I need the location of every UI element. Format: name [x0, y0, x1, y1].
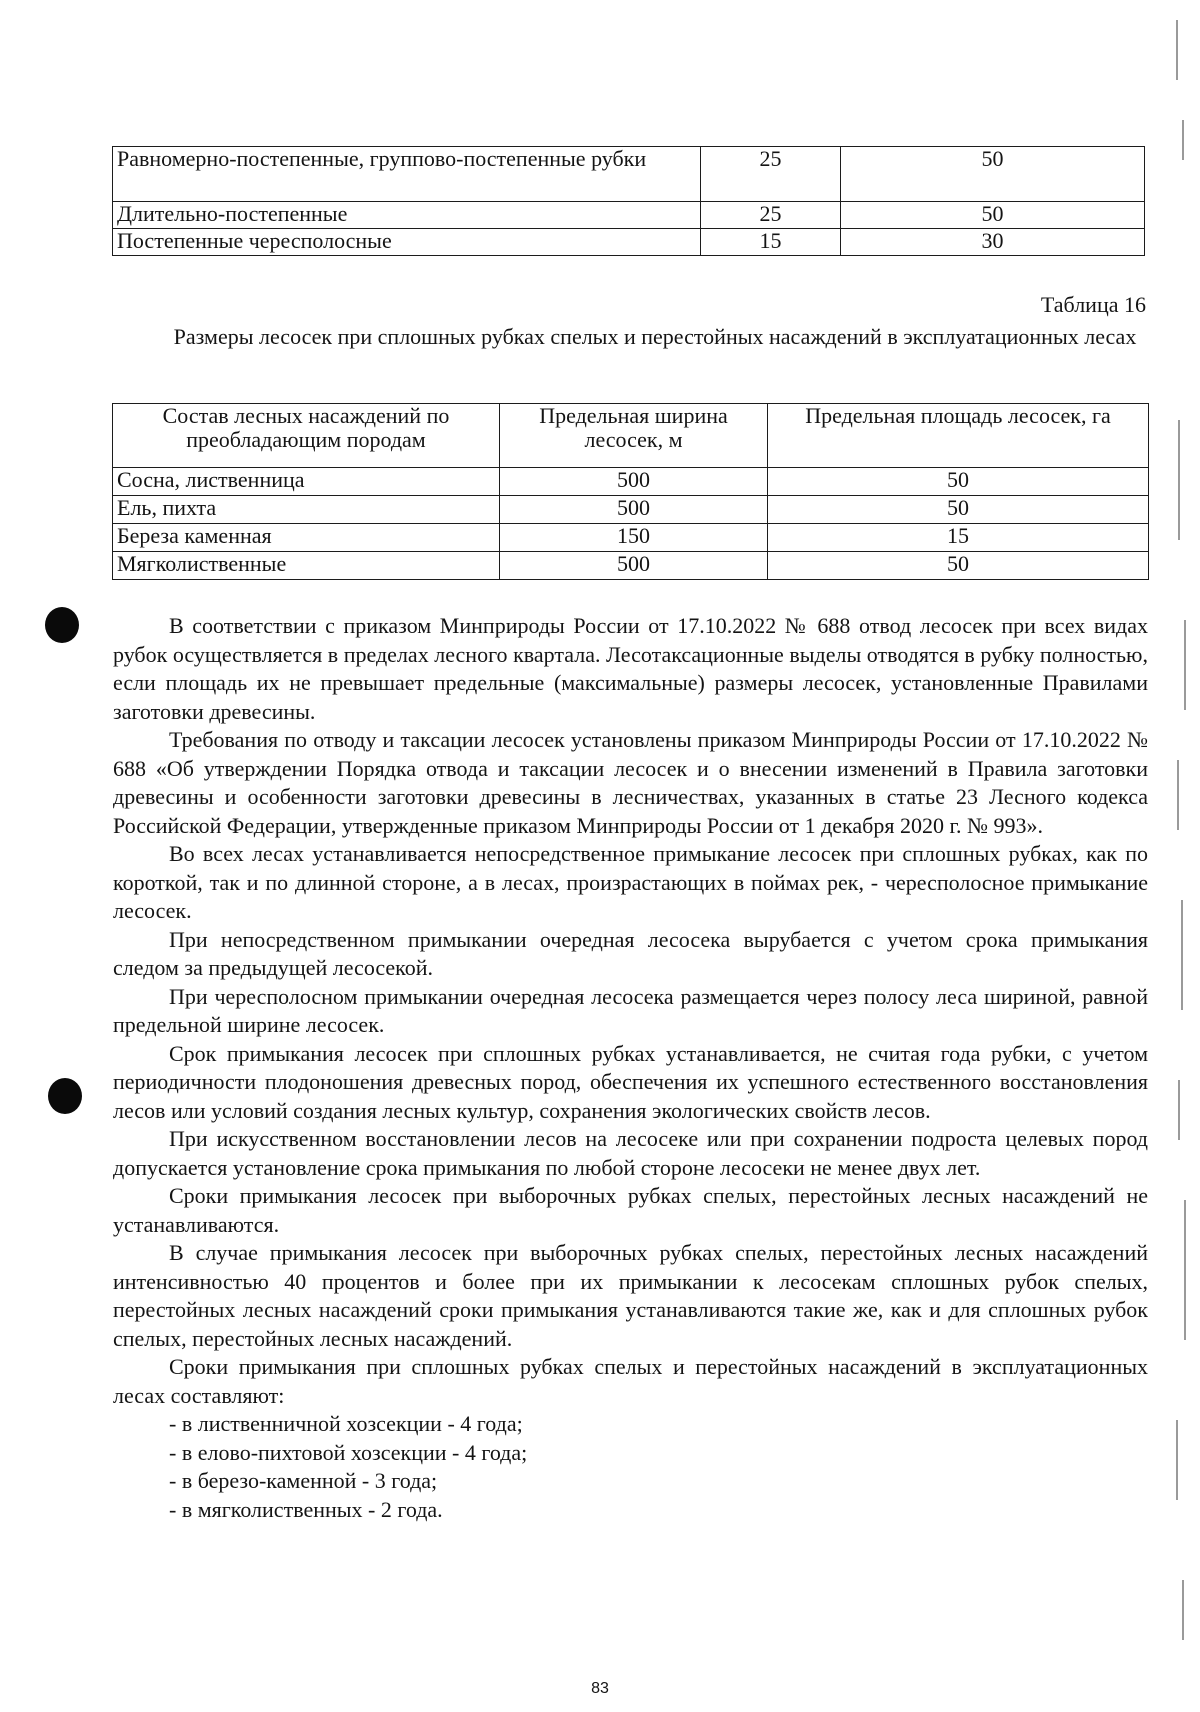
table-cell: Ель, пихта: [113, 496, 500, 524]
punch-hole-mark: [48, 1078, 82, 1114]
table-cell: 15: [701, 229, 841, 256]
table-cell: 50: [768, 468, 1149, 496]
table-cell: Равномерно-постепенные, группово-постепенные рубки: [113, 147, 701, 202]
table-cell: Длительно-постепенные: [113, 202, 701, 229]
table-row: [113, 552, 1149, 580]
list-item: - в лиственничной хозсекции - 4 года;: [169, 1411, 523, 1436]
list-item: - в березо-каменной - 3 года;: [169, 1468, 438, 1493]
table-cell: 50: [841, 202, 1145, 229]
table-cell: 50: [768, 496, 1149, 524]
table-cell: 500: [500, 468, 768, 496]
paragraph: При искусственном восстановлении лесов на лесосеке или при сохранении подроста целевых пород допускается установление срока примыкания по любой стороне лесосеки не менее двух лет.: [113, 1126, 1148, 1180]
table-row: [113, 468, 1149, 496]
paragraph: Срок примыкания лесосек при сплошных рубках устанавливается, не считая года рубки, с учетом периодичности плодоношения древесных пород, обеспечения их успешного естественного восстановления лесов или условий создания лесных культур, сохранения экологических свойств лесов.: [113, 1040, 1148, 1123]
table-cell: Постепенные чересполосные: [113, 229, 701, 256]
paragraph: Во всех лесах устанавливается непосредственное примыкание лесосек при сплошных рубках, как по короткой, так и по длинной стороне, а в лесах, произрастающих в поймах рек, - чересполосное примыкание лесосек.: [113, 841, 1148, 923]
paragraph: При непосредственном примыкании очередная лесосека вырубается с учетом срока примыкания следом за предыдущей лесосекой.: [113, 926, 1148, 980]
table-cell: 50: [841, 147, 1145, 202]
table-cell: 25: [701, 202, 841, 229]
column-header: Состав лесных насаждений по преобладающим породам: [113, 404, 500, 468]
page-number: 83: [591, 1680, 609, 1697]
body-text: [113, 612, 1148, 1524]
column-header: Предельная ширина лесосек, м: [500, 404, 768, 468]
table-row: [113, 229, 1145, 256]
punch-hole-mark: [45, 607, 79, 643]
paragraph: В соответствии с приказом Минприроды России от 17.10.2022 № 688 отвод лесосек при всех видах рубок осуществляется в пределах лесного квартала. Лесотаксационные выделы отводятся в рубку полностью, если площадь их не превышает предельные (максимальные) размеры лесосек, установленные Правилами заготовки древесины.: [113, 613, 1148, 724]
paragraph: Сроки примыкания лесосек при выборочных рубках спелых, перестойных лесных насаждений не устанавливаются.: [113, 1183, 1148, 1237]
table-row: [113, 496, 1149, 524]
table-cell: 25: [701, 147, 841, 202]
scan-edge-marks: [1172, 0, 1200, 1712]
table-cell: 500: [500, 552, 768, 580]
table-title: Размеры лесосек при сплошных рубках спелых и перестойных насаждений в эксплуатационных лесах: [173, 324, 1137, 349]
list-item: - в мягколиственных - 2 года.: [169, 1496, 443, 1522]
paragraph: Требования по отводу и таксации лесосек установлены приказом Минприроды России от 17.10.2022 № 688 «Об утверждении Порядка отвода и таксации лесосек и о внесении изменений в Правила заготовки древесины и особенности заготовки древесины в лесничествах, указанных в статье 23 Лесного кодекса Российской Федерации, утвержденные приказом Минприроды России от 1 декабря 2020 г. № 993».: [113, 727, 1148, 838]
paragraph: При чересполосном примыкании очередная лесосека размещается через полосу леса шириной, равной предельной ширине лесосек.: [113, 983, 1148, 1037]
table-number: Таблица 16: [1040, 292, 1146, 317]
table-cell: 15: [768, 524, 1149, 552]
table-row: [113, 147, 1145, 202]
table-16: [112, 403, 1149, 580]
table-row: [113, 202, 1145, 229]
paragraph: Сроки примыкания при сплошных рубках спелых и перестойных насаждений в эксплуатационных лесах составляют:: [113, 1354, 1148, 1408]
table-cell: 500: [500, 496, 768, 524]
terms-list: [113, 1410, 1148, 1524]
table-cell: 50: [768, 552, 1149, 580]
column-header: Предельная площадь лесосек, га: [768, 404, 1149, 468]
table-cell: 30: [841, 229, 1145, 256]
paragraph: В случае примыкания лесосек при выборочных рубках спелых, перестойных лесных насаждений интенсивностью 40 процентов и более при их примыкании к лесосекам сплошных рубок спелых, перестойных лесных насаждений сроки примыкания устанавливаются такие же, как и для сплошных рубок спелых, перестойных лесных насаждений.: [113, 1240, 1148, 1351]
table-cell: Мягколиственные: [113, 552, 500, 580]
top-table: [112, 146, 1145, 256]
table-row: [113, 524, 1149, 552]
list-item: - в елово-пихтовой хозсекции - 4 года;: [169, 1439, 528, 1465]
table-cell: Береза каменная: [113, 524, 500, 552]
table-cell: 150: [500, 524, 768, 552]
table-header-row: [113, 404, 1149, 468]
table-cell: Сосна, лиственница: [113, 468, 500, 496]
